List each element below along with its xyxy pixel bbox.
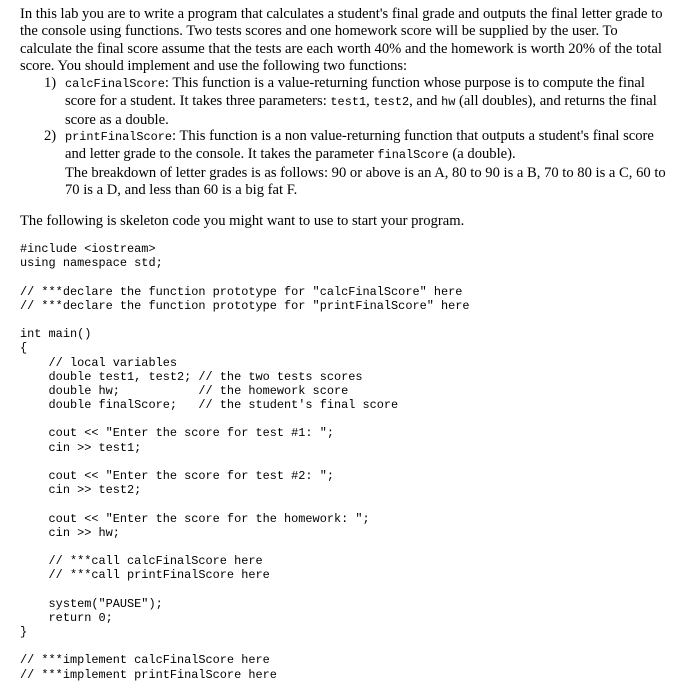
skeleton-intro: The following is skeleton code you might want to use to start your program. [20,213,465,229]
code-line: // ***declare the function prototype for "calcFinalScore" here [20,284,463,299]
code-line [20,313,660,327]
code-line: cin >> test1; [20,440,142,455]
code-line [20,455,660,469]
code-line: // ***call calcFinalScore here [20,554,263,569]
code-line [20,583,660,597]
code-line: using namespace std; [20,256,163,271]
code-line: cin >> test2; [20,483,142,498]
function-item-print [44,128,669,200]
code-line [20,639,660,653]
code-line [20,412,660,426]
code-block [20,242,660,682]
code-line: double finalScore; // the student's final score [20,398,399,413]
code-line: int main() [20,327,92,342]
code-line: double test1, test2; // the two tests scores [20,369,363,384]
code-line: // ***declare the function prototype for "printFinalScore" here [20,298,470,313]
code-line: #include <iostream> [20,242,156,256]
param-test1: test1 [330,95,367,110]
code-line: cout << "Enter the score for the homework: "; [20,511,370,526]
code-line: return 0; [20,610,113,625]
code-line: { [20,341,28,356]
code-line: // ***call printFinalScore here [20,568,270,583]
item-number: 2) [44,128,57,144]
intro-text: In this lab you are to write a program that calculates a student's final grade and outputs the final letter grade to the console using functions. Two tests scores and one homework score will be supplied by the user. To calculate the final score assume that the tests are each worth 40% and the homework is worth 20% of the total score. You should implement and use the following two functions: [20,6,663,75]
code-line: } [20,625,28,640]
code-line: system("PAUSE"); [20,596,163,611]
function-item-calc [44,75,669,129]
function-name-print: printFinalScore [65,130,173,144]
code-line: cout << "Enter the score for test #1: "; [20,426,334,441]
code-line: // ***implement calcFinalScore here [20,653,270,668]
intro-paragraph [20,6,664,76]
code-line [20,497,660,511]
item-number: 1) [44,75,57,91]
code-line: cout << "Enter the score for test #2: "; [20,469,334,483]
param-hw: hw [441,95,456,110]
param-test2: test2 [373,95,410,110]
function-name-calc: calcFinalScore [65,77,165,91]
code-line [20,270,660,284]
item-description: printFinalScore: This function is a non value-returning function that outputs a student's final score and letter grade to the console. It takes the parameter finalScore (a double). [65,128,654,163]
param-finalscore: finalScore [377,148,449,163]
code-line: double hw; // the homework score [20,383,349,398]
code-line [20,540,660,554]
code-line: // local variables [20,355,177,370]
code-line: // ***implement printFinalScore here [20,667,277,682]
code-line: cin >> hw; [20,525,120,540]
grade-breakdown: The breakdown of letter grades is as follows: 90 or above is an A, 80 to 90 is a B, 70 to 80 is a C, 60 to 70 is a D, and less than 60 is a big fat F. [65,164,666,199]
item-description: calcFinalScore: This function is a value-returning function whose purpose is to compute the final score for a student. It takes three parameters: test1, test2, and hw (all doubles), and returns the final score as a double. [65,75,657,128]
